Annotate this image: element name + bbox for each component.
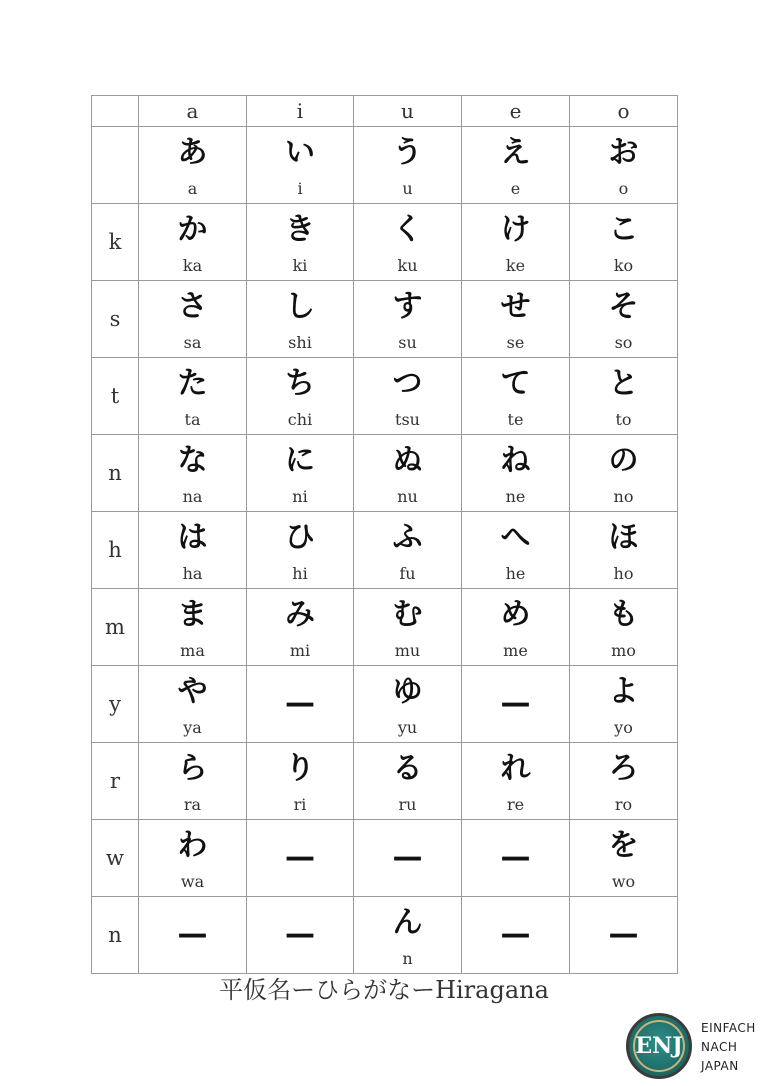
- romaji-label: i: [297, 179, 303, 198]
- consonant-label: y: [92, 666, 139, 743]
- kana-cell: [354, 897, 462, 974]
- romaji-label: so: [614, 333, 633, 352]
- kana-character: る: [392, 751, 423, 786]
- kana-cell: [139, 666, 247, 743]
- kana-cell: [570, 204, 678, 281]
- table-row: [92, 512, 678, 589]
- kana-character: ろ: [608, 751, 639, 786]
- kana-cell: [139, 435, 247, 512]
- kana-character: も: [608, 597, 639, 632]
- kana-cell: [354, 204, 462, 281]
- kana-cell: [139, 358, 247, 435]
- kana-cell: [570, 820, 678, 897]
- table-row: [92, 204, 678, 281]
- table-row: [92, 127, 678, 204]
- kana-character: ふ: [392, 520, 423, 555]
- kana-character: む: [392, 597, 423, 632]
- kana-character: わ: [177, 828, 208, 863]
- kana-character: て: [500, 366, 531, 401]
- romaji-label: sa: [183, 333, 202, 352]
- romaji-label: ri: [293, 795, 307, 814]
- empty-dash: —: [285, 686, 315, 721]
- romaji-label: ka: [182, 256, 203, 275]
- kana-character: ら: [177, 751, 208, 786]
- romaji-label: a: [187, 179, 198, 198]
- kana-cell: [462, 358, 570, 435]
- romaji-label: n: [402, 949, 413, 968]
- romaji-label: te: [507, 410, 524, 429]
- romaji-label: e: [510, 179, 521, 198]
- kana-character: お: [608, 135, 639, 170]
- kana-cell: [570, 743, 678, 820]
- kana-cell: [247, 512, 354, 589]
- empty-dash: —: [608, 917, 639, 952]
- kana-character: き: [285, 212, 315, 247]
- table-row: [92, 897, 678, 974]
- romaji-label: tsu: [395, 410, 420, 429]
- romaji-label: ko: [613, 256, 634, 275]
- romaji-label: chi: [287, 410, 313, 429]
- kana-cell: [462, 127, 570, 204]
- kana-character: す: [392, 289, 423, 324]
- kana-cell: [354, 512, 462, 589]
- romaji-label: yo: [614, 718, 633, 737]
- romaji-label: ke: [505, 256, 526, 275]
- kana-cell: [462, 435, 570, 512]
- consonant-label: r: [92, 743, 139, 820]
- romaji-label: ro: [614, 795, 633, 814]
- kana-cell: [570, 435, 678, 512]
- romaji-label: yu: [397, 718, 418, 737]
- kana-character: ち: [285, 366, 315, 401]
- brand-line: EINFACH: [701, 1021, 756, 1035]
- header-row: [92, 96, 678, 127]
- kana-character: ひ: [285, 520, 315, 555]
- kana-character: な: [177, 443, 208, 478]
- table-row: [92, 435, 678, 512]
- romaji-label: ni: [292, 487, 308, 506]
- kana-cell: [354, 589, 462, 666]
- kana-cell: [354, 743, 462, 820]
- kana-character: せ: [500, 289, 531, 324]
- romaji-label: ma: [180, 641, 205, 660]
- romaji-label: u: [402, 179, 413, 198]
- vowel-header: a: [139, 96, 247, 127]
- empty-dash: —: [500, 686, 531, 721]
- kana-character: へ: [500, 520, 531, 555]
- romaji-label: mu: [394, 641, 421, 660]
- consonant-label: w: [92, 820, 139, 897]
- consonant-label: n: [92, 897, 139, 974]
- kana-character: ん: [392, 905, 423, 940]
- kana-character: く: [392, 212, 423, 247]
- romaji-label: se: [506, 333, 525, 352]
- consonant-label: m: [92, 589, 139, 666]
- kana-cell: [139, 204, 247, 281]
- kana-cell: [247, 127, 354, 204]
- empty-dash: —: [285, 840, 315, 875]
- kana-character: の: [608, 443, 639, 478]
- kana-character: ね: [500, 443, 531, 478]
- kana-cell: [139, 589, 247, 666]
- kana-character: た: [177, 366, 208, 401]
- table-row: [92, 281, 678, 358]
- kana-cell: [354, 281, 462, 358]
- romaji-label: su: [398, 333, 417, 352]
- kana-cell: [462, 512, 570, 589]
- kana-character: こ: [608, 212, 639, 247]
- vowel-header: u: [354, 96, 462, 127]
- romaji-label: re: [506, 795, 525, 814]
- kana-cell: [247, 897, 354, 974]
- kana-cell: [354, 435, 462, 512]
- kana-character: ゆ: [392, 674, 423, 709]
- kana-character: ほ: [608, 520, 639, 555]
- consonant-label: h: [92, 512, 139, 589]
- empty-dash: —: [500, 917, 531, 952]
- kana-cell: [247, 666, 354, 743]
- kana-cell: [247, 820, 354, 897]
- kana-cell: [570, 897, 678, 974]
- kana-cell: [462, 820, 570, 897]
- kana-cell: [247, 281, 354, 358]
- kana-cell: [354, 358, 462, 435]
- vowel-header: e: [462, 96, 570, 127]
- table-row: [92, 666, 678, 743]
- romaji-label: ku: [397, 256, 418, 275]
- romaji-label: wa: [180, 872, 205, 891]
- kana-cell: [462, 204, 570, 281]
- kana-character: め: [500, 597, 531, 632]
- romaji-label: ya: [183, 718, 202, 737]
- consonant-label: k: [92, 204, 139, 281]
- kana-character: つ: [392, 366, 423, 401]
- romaji-label: shi: [288, 333, 312, 352]
- empty-dash: —: [177, 917, 208, 952]
- kana-cell: [247, 358, 354, 435]
- romaji-label: na: [182, 487, 203, 506]
- kana-character: み: [285, 597, 315, 632]
- kana-character: よ: [608, 674, 639, 709]
- kana-cell: [139, 820, 247, 897]
- vowel-header: o: [570, 96, 678, 127]
- romaji-label: hi: [292, 564, 308, 583]
- kana-cell: [570, 512, 678, 589]
- romaji-label: ne: [505, 487, 526, 506]
- kana-cell: [247, 204, 354, 281]
- kana-character: あ: [177, 135, 208, 170]
- kana-cell: [462, 666, 570, 743]
- corner-cell: [92, 96, 139, 127]
- kana-cell: [247, 435, 354, 512]
- kana-cell: [462, 281, 570, 358]
- romaji-label: to: [615, 410, 632, 429]
- consonant-label: t: [92, 358, 139, 435]
- table-row: [92, 820, 678, 897]
- kana-character: い: [285, 135, 315, 170]
- consonant-label: n: [92, 435, 139, 512]
- hiragana-table: [91, 95, 678, 974]
- kana-character: は: [177, 520, 208, 555]
- kana-character: そ: [608, 289, 639, 324]
- romaji-label: ha: [182, 564, 203, 583]
- table-row: [92, 358, 678, 435]
- romaji-label: wo: [611, 872, 636, 891]
- kana-character: け: [500, 212, 531, 247]
- romaji-label: ta: [184, 410, 201, 429]
- kana-cell: [139, 512, 247, 589]
- brand-line: JAPAN: [701, 1059, 739, 1073]
- romaji-label: o: [618, 179, 629, 198]
- empty-dash: —: [285, 917, 315, 952]
- romaji-label: fu: [399, 564, 416, 583]
- romaji-label: no: [613, 487, 634, 506]
- kana-character: ま: [177, 597, 208, 632]
- kana-cell: [570, 666, 678, 743]
- kana-cell: [139, 281, 247, 358]
- kana-cell: [354, 666, 462, 743]
- kana-character: え: [500, 135, 531, 170]
- kana-cell: [354, 820, 462, 897]
- kana-character: に: [285, 443, 315, 478]
- kana-cell: [570, 589, 678, 666]
- kana-cell: [354, 127, 462, 204]
- kana-character: を: [608, 828, 639, 863]
- romaji-label: nu: [397, 487, 418, 506]
- kana-cell: [247, 743, 354, 820]
- kana-character: し: [285, 289, 315, 324]
- romaji-label: ra: [183, 795, 202, 814]
- kana-cell: [570, 281, 678, 358]
- empty-dash: —: [500, 840, 531, 875]
- brand-line: NACH: [701, 1040, 738, 1054]
- empty-dash: —: [392, 840, 423, 875]
- romaji-label: ru: [398, 795, 417, 814]
- enj-logo-icon: [626, 1013, 692, 1079]
- kana-character: ぬ: [392, 443, 423, 478]
- kana-character: や: [177, 674, 208, 709]
- kana-character: う: [392, 135, 423, 170]
- kana-cell: [247, 589, 354, 666]
- consonant-label: [92, 127, 139, 204]
- kana-character: さ: [177, 289, 208, 324]
- logo-monogram: ENJ: [635, 1033, 683, 1059]
- romaji-label: ki: [292, 256, 308, 275]
- brand-name: [701, 1019, 756, 1076]
- table-row: [92, 589, 678, 666]
- kana-cell: [570, 127, 678, 204]
- romaji-label: he: [505, 564, 526, 583]
- kana-cell: [139, 897, 247, 974]
- kana-cell: [570, 358, 678, 435]
- kana-cell: [462, 589, 570, 666]
- vowel-header: i: [247, 96, 354, 127]
- kana-character: か: [177, 212, 208, 247]
- kana-cell: [139, 743, 247, 820]
- romaji-label: me: [503, 641, 528, 660]
- kana-character: り: [285, 751, 315, 786]
- kana-character: れ: [500, 751, 531, 786]
- consonant-label: s: [92, 281, 139, 358]
- kana-cell: [139, 127, 247, 204]
- kana-character: と: [608, 366, 639, 401]
- kana-cell: [462, 897, 570, 974]
- table-row: [92, 743, 678, 820]
- romaji-label: ho: [613, 564, 634, 583]
- kana-cell: [462, 743, 570, 820]
- chart-caption: 平仮名ーひらがなーHiragana: [219, 976, 549, 1004]
- romaji-label: mo: [611, 641, 636, 660]
- romaji-label: mi: [289, 641, 311, 660]
